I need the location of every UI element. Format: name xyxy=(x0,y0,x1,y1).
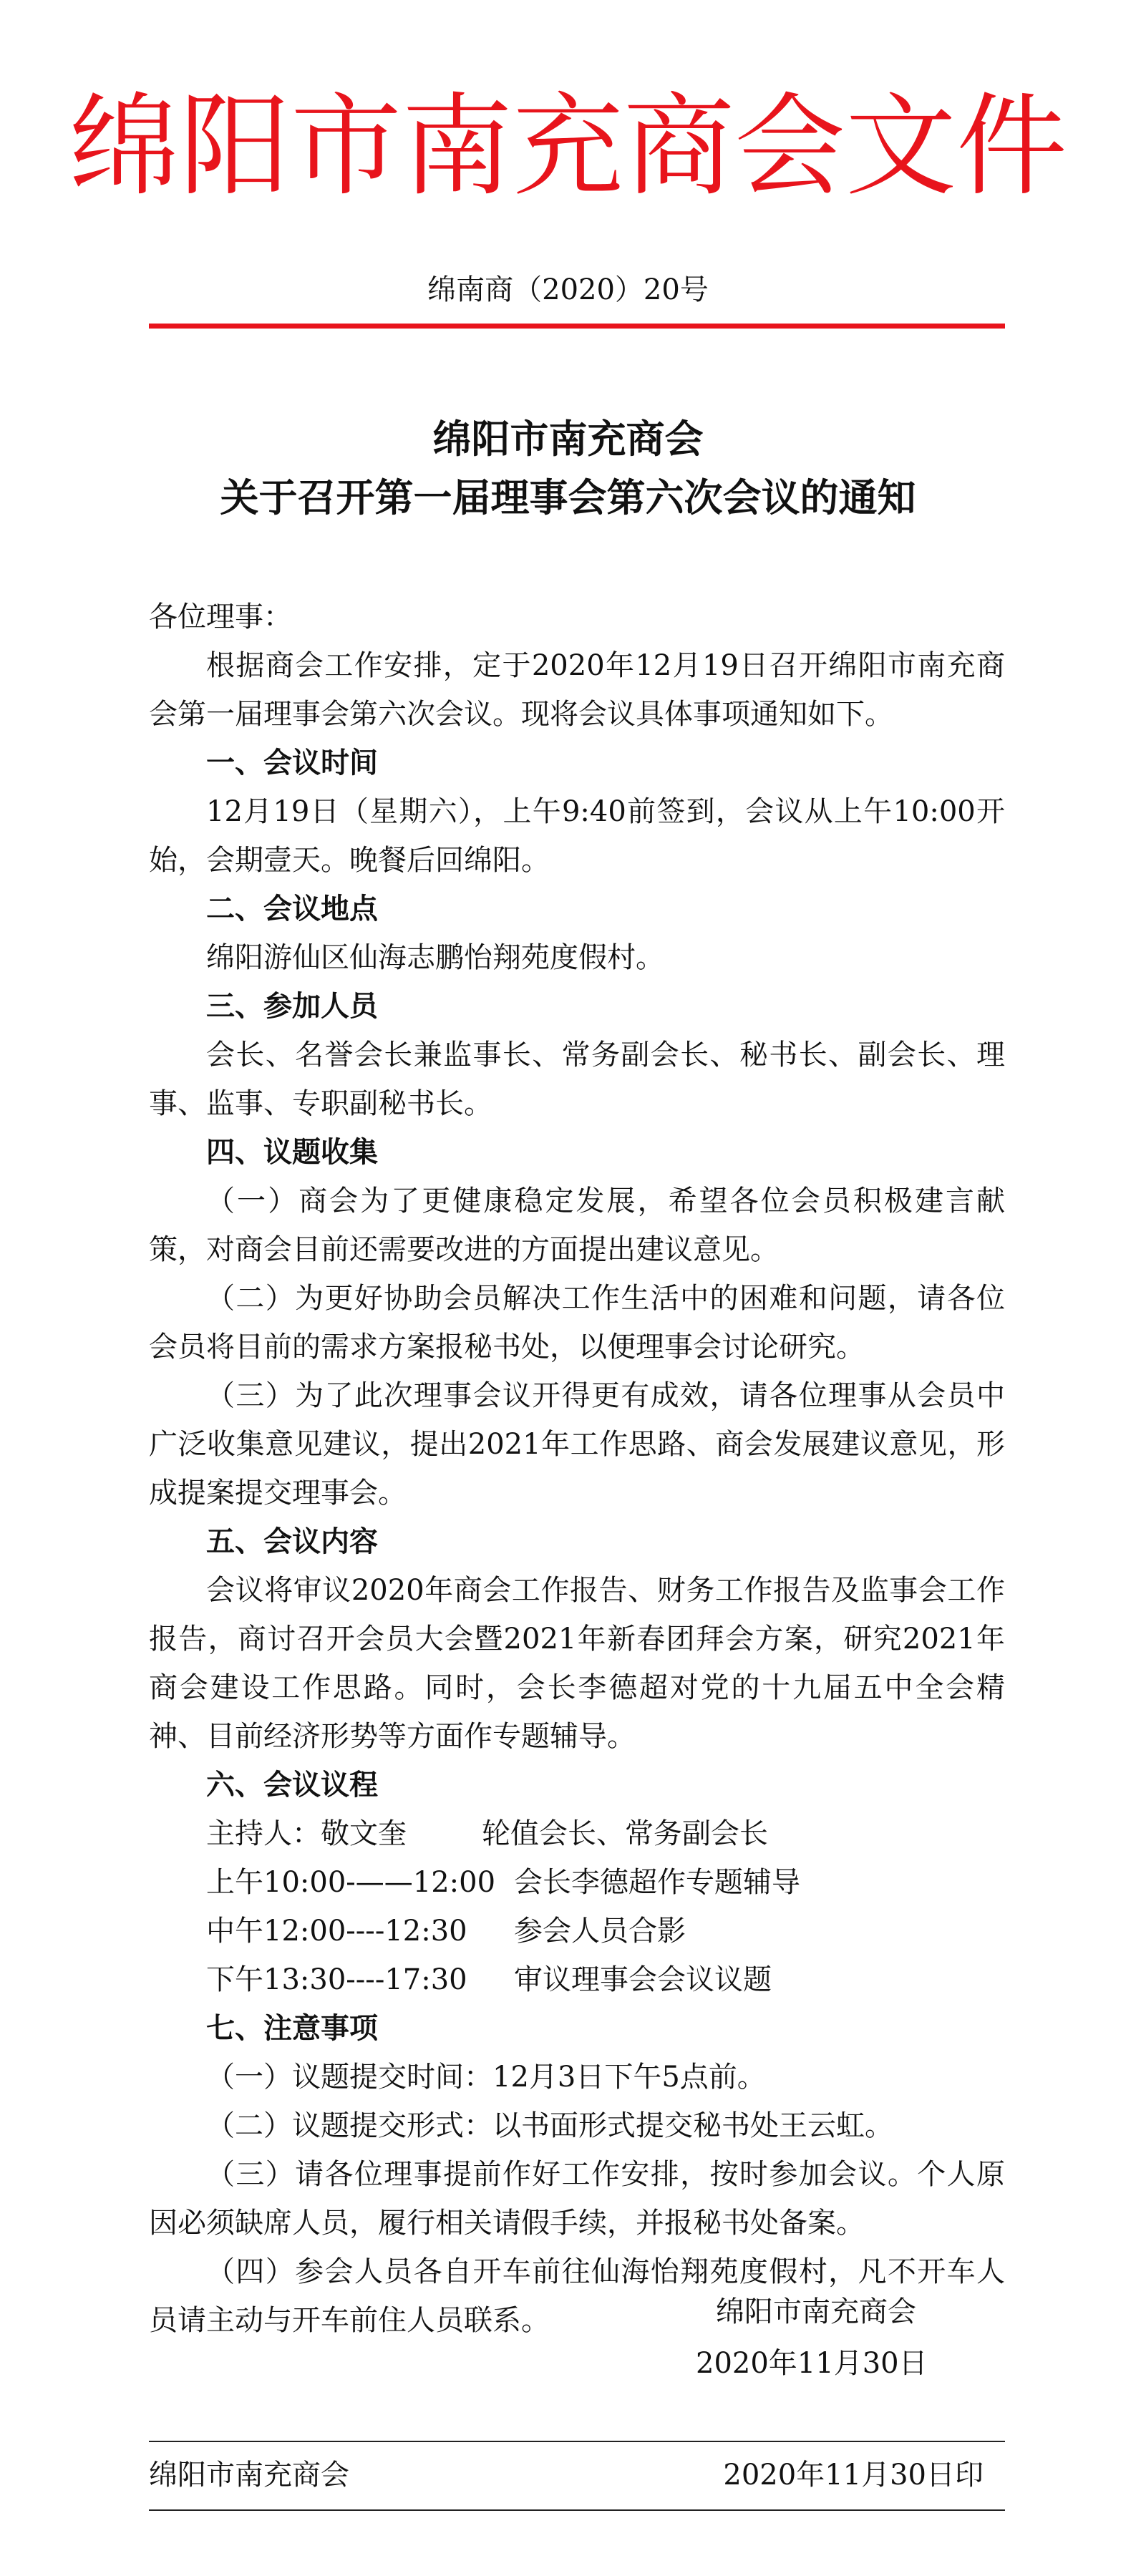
agenda-item: 会长李德超作专题辅导 xyxy=(514,1866,800,1899)
footer-bottom-rule xyxy=(149,2509,1005,2511)
section-heading-content: 五、会议内容 xyxy=(206,1525,378,1558)
footer-print-date: 2020年11月30日印 xyxy=(723,2459,984,2492)
agenda-host-label: 主持人：敬文奎 xyxy=(206,1817,407,1850)
agenda-item: 参会人员合影 xyxy=(514,1915,686,1948)
document-number: 绵南商（2020）20号 xyxy=(427,273,709,306)
agenda-schedule-row xyxy=(149,1907,1005,1955)
note-item: （一）议题提交时间：12月3日下午5点前。 xyxy=(206,2061,766,2094)
topic-item: （三）为了此次理事会议开得更有成效，请各位理事从会员中广泛收集意见建议，提出2021年工作思路、商会发展建议意见，形成提案提交理事会。 xyxy=(149,1379,1005,1510)
note-item: （二）议题提交形式：以书面形式提交秘书处王云虹。 xyxy=(206,2109,893,2142)
section-heading-topics: 四、议题收集 xyxy=(206,1136,378,1169)
section-heading-notes: 七、注意事项 xyxy=(206,2012,378,2045)
section-text-place: 绵阳游仙区仙海志鹏怡翔苑度假村。 xyxy=(206,941,664,974)
section-text-content: 会议将审议2020年商会工作报告、财务工作报告及监事会工作报告，商讨召开会员大会暨2021年新春团拜会方案，研究2021年商会建设工作思路。同时，会长李德超对党的十九届五中全会精神、目前经济形势等方面作专题辅导。 xyxy=(149,1574,1005,1753)
agenda-time: 下午13:30----17:30 xyxy=(206,1963,467,1996)
document-masthead: 绵阳市南充商会文件 xyxy=(69,82,1067,211)
salutation: 各位理事： xyxy=(149,601,292,633)
notice-body xyxy=(149,593,1005,2345)
agenda-host-role: 轮值会长、常务副会长 xyxy=(482,1817,768,1850)
agenda-host-row xyxy=(149,1809,1005,1858)
footer-org: 绵阳市南充商会 xyxy=(149,2459,349,2492)
agenda-time: 中午12:00----12:30 xyxy=(206,1915,467,1948)
section-text-attendees: 会长、名誉会长兼监事长、常务副会长、秘书长、副会长、理事、监事、专职副秘书长。 xyxy=(149,1039,1005,1120)
agenda-schedule-row xyxy=(149,1858,1005,1907)
red-divider-line xyxy=(149,324,1005,329)
topic-item: （一）商会为了更健康稳定发展，希望各位会员积极建言献策，对商会目前还需要改进的方面提出建议意见。 xyxy=(149,1185,1005,1266)
signature-date: 2020年11月30日 xyxy=(696,2347,928,2380)
topic-item: （二）为更好协助会员解决工作生活中的困难和问题，请各位会员将目前的需求方案报秘书处，以便理事会讨论研究。 xyxy=(149,1282,1005,1364)
section-heading-time: 一、会议时间 xyxy=(206,747,378,779)
section-heading-attendees: 三、参加人员 xyxy=(206,990,378,1023)
signature-org: 绵阳市南充商会 xyxy=(716,2295,916,2328)
agenda-time: 上午10:00-——12:00 xyxy=(206,1866,496,1899)
notice-title-line-2: 关于召开第一届理事会第六次会议的通知 xyxy=(220,475,916,520)
section-text-time: 12月19日（星期六），上午9:40前签到，会议从上午10:00开始，会期壹天。晚餐后回绵阳。 xyxy=(149,795,1005,877)
notice-title-line-1: 绵阳市南充商会 xyxy=(432,416,704,462)
agenda-item: 审议理事会会议议题 xyxy=(514,1963,772,1996)
section-heading-place: 二、会议地点 xyxy=(206,893,378,925)
note-item: （四）参会人员各自开车前往仙海怡翔苑度假村，凡不开车人员请主动与开车前住人员联系。 xyxy=(149,2255,1005,2337)
section-heading-agenda: 六、会议议程 xyxy=(206,1769,378,1802)
footer-top-rule xyxy=(149,2441,1005,2442)
intro-paragraph: 根据商会工作安排，定于2020年12月19日召开绵阳市南充商会第一届理事会第六次会议。现将会议具体事项通知如下。 xyxy=(149,649,1005,731)
note-item: （三）请各位理事提前作好工作安排，按时参加会议。个人原因必须缺席人员，履行相关请假手续，并报秘书处备案。 xyxy=(149,2158,1005,2240)
agenda-schedule-row xyxy=(149,1955,1005,2004)
